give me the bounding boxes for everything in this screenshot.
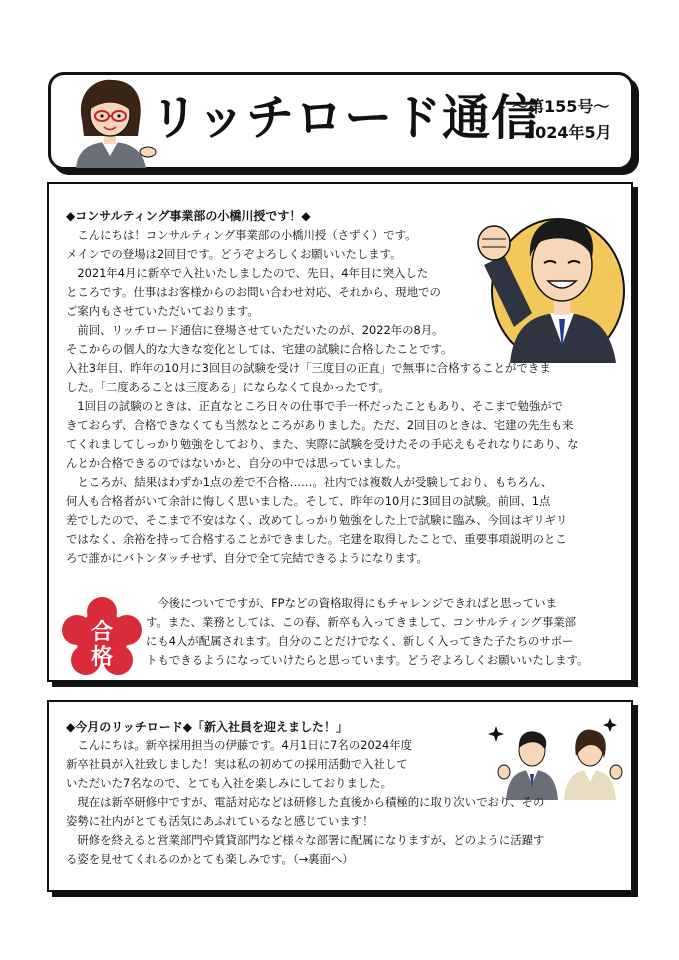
body-line: ご案内もさせていただいております。 [66, 304, 259, 318]
body-line: そこからの個人的な大きな変化としては、宅建の試験に合格したことです。 [66, 342, 453, 356]
body-line: ろで誰かにバトンタッチせず、自分で全て完結できるようになります。 [66, 551, 428, 565]
issue-date: 2024年5月 [524, 123, 612, 142]
body-line: る姿を見せてくれるのかとても楽しみです。（→裏面へ） [66, 852, 354, 866]
body-line: 姿勢に社内がとても活気にあふれているなと感じています！ [66, 814, 374, 828]
body-line: んとか合格できるのではないかと、自分の中では思っていました。 [66, 456, 408, 470]
body-line: メインでの登場は2回目です。どうぞよろしくお願いいたします。 [66, 247, 402, 261]
body-line: 前回、リッチロード通信に登場させていただいたのが、2022年の8月。 [66, 323, 444, 337]
new-employees-icon [488, 712, 626, 800]
article1-body-top [66, 226, 452, 359]
body-line: 2021年4月に新卒で入社いたしましたので、先日、4年目に突入した [66, 266, 429, 280]
article2-heading: ◆今月のリッチロード◆「新入社員を迎えました！」 [66, 720, 348, 734]
body-line: 新卒社員が入社致しました！実は私の初めての採用活動で入社して [66, 757, 408, 771]
article2-body-top [66, 736, 412, 793]
article1-heading: ◆コンサルティング事業部の小橋川授です！◆ [66, 209, 311, 223]
article1-body-full [66, 359, 579, 568]
article1-body-bottom [146, 594, 588, 670]
badge-char-1: 合 [90, 620, 114, 645]
body-line: てくれましてしっかり勉強をしており、また、実際に試験を受けたその手応えもそれなりにあり、な [66, 437, 579, 451]
woman-with-glasses-icon [62, 72, 158, 168]
body-line: きておらず、合格できなくても当然なところがありました。ただ、2回目のときは、宅建の先生も来 [66, 418, 574, 432]
badge-char-2: 格 [90, 645, 114, 670]
body-line: 入社3年目、昨年の10月に3回目の試験を受け「三度目の正直」で無事に合格することができま [66, 361, 551, 375]
body-line: 1回目の試験のときは、正直なところ日々の仕事で手一杯だったこともあり、そこまで勉強がで [66, 399, 564, 413]
gokaku-flower-badge-icon [58, 596, 146, 680]
body-line: 何人も合格者がいて余計に悔しく思いました。そして、昨年の10月に3回目の試験。前回、1点 [66, 494, 551, 508]
man-fist-pump-icon [470, 195, 628, 363]
masthead-title: リッチロード通信 [150, 90, 541, 146]
body-line: いただいた7名なので、とても入社を楽しみにしておりました。 [66, 776, 392, 790]
body-line: す。また、業務としては、この春、新卒も入ってきまして、コンサルティング事業部 [146, 615, 576, 629]
body-line: トもできるようになっていけたらと思っています。どうぞよろしくお願いいたします。 [146, 653, 589, 667]
body-line: こんにちは！コンサルティング事業部の小橋川授（さずく）です。 [66, 228, 417, 242]
body-line: ところです。仕事はお客様からのお問い合わせ対応、それから、現地での [66, 285, 441, 299]
body-line: 差でしたので、そこまで不安はなく、改めてしっかり勉強をした上で試験に臨み、今回はギリギリ [66, 513, 568, 527]
issue-number: ～第155号～ [512, 97, 610, 116]
body-line: 研修を終えると営業部門や賃貸部門など様々な部署に配属になりますが、どのように活躍す [66, 833, 545, 847]
body-line: こんにちは。新卒採用担当の伊藤です。4月1日に7名の2024年度 [66, 738, 412, 752]
body-line: した。「二度あることは三度ある」にならなくて良かったです。 [66, 380, 390, 394]
body-line: 現在は新卒研修中ですが、電話対応などは研修した直後から積極的に取り次いでおり、その [66, 795, 545, 809]
body-line: ではなく、余裕を持って合格することができました。宅建を取得したことで、重要事項説明のとこ [66, 532, 567, 546]
body-line: 今後についてですが、FPなどの資格取得にもチャレンジできればと思っていま [146, 596, 557, 610]
body-line: ところが、結果はわずか1点の差で不合格……。社内では複数人が受験しており、もちろん、 [66, 475, 553, 489]
body-line: にも4人が配属されます。自分のことだけでなく、新しく入ってきた子たちのサポー [146, 634, 574, 648]
article2-body-full [66, 793, 544, 869]
